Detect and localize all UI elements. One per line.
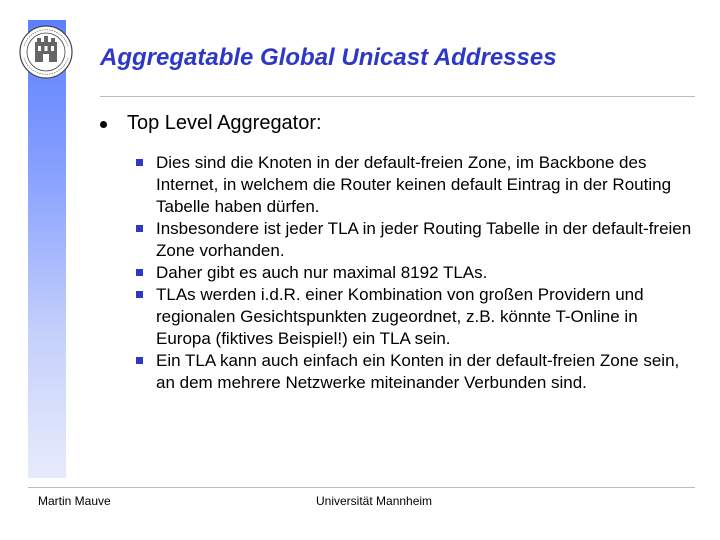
- subpoint-text: Insbesondere ist jeder TLA in jeder Routing Tabelle in der default-freien Zone vorhanden.: [156, 219, 692, 260]
- subpoint-item: [136, 152, 696, 218]
- square-bullet-icon: [136, 269, 143, 276]
- subpoint-item: [136, 262, 696, 284]
- footer-author: Martin Mauve: [38, 494, 111, 508]
- subpoint-text: Daher gibt es auch nur maximal 8192 TLAs.: [156, 263, 488, 282]
- university-seal-icon: [18, 24, 74, 80]
- subpoint-text: Dies sind die Knoten in der default-freien Zone, im Backbone des Internet, in welchem die Router keinen default Eintrag in der Routing Tabelle haben dürfen.: [156, 153, 672, 216]
- square-bullet-icon: [136, 291, 143, 298]
- footer-institution: Universität Mannheim: [316, 494, 433, 508]
- slide-title: Aggregatable Global Unicast Addresses: [100, 44, 557, 71]
- subpoint-item: [136, 218, 696, 262]
- subpoint-list: [136, 152, 696, 394]
- subpoint-item: [136, 284, 696, 350]
- title-divider: [100, 96, 695, 97]
- sidebar-gradient-bar: [28, 20, 66, 478]
- footer-divider: [28, 487, 695, 488]
- square-bullet-icon: [136, 159, 143, 166]
- bullet-dot-icon: [100, 121, 107, 128]
- subpoint-text: Ein TLA kann auch einfach ein Konten in der default-freien Zone sein, an dem mehrere Netzwerke miteinander Verbunden sind.: [156, 351, 680, 392]
- subpoint-text: TLAs werden i.d.R. einer Kombination von großen Providern und regionalen Gesichtspunkten zugeordnet, z.B. könnte T-Online in Europa (fiktives Beispiel!) ein TLA sein.: [156, 285, 644, 348]
- subpoint-item: [136, 350, 696, 394]
- square-bullet-icon: [136, 225, 143, 232]
- square-bullet-icon: [136, 357, 143, 364]
- main-bullet-label: Top Level Aggregator:: [127, 112, 322, 134]
